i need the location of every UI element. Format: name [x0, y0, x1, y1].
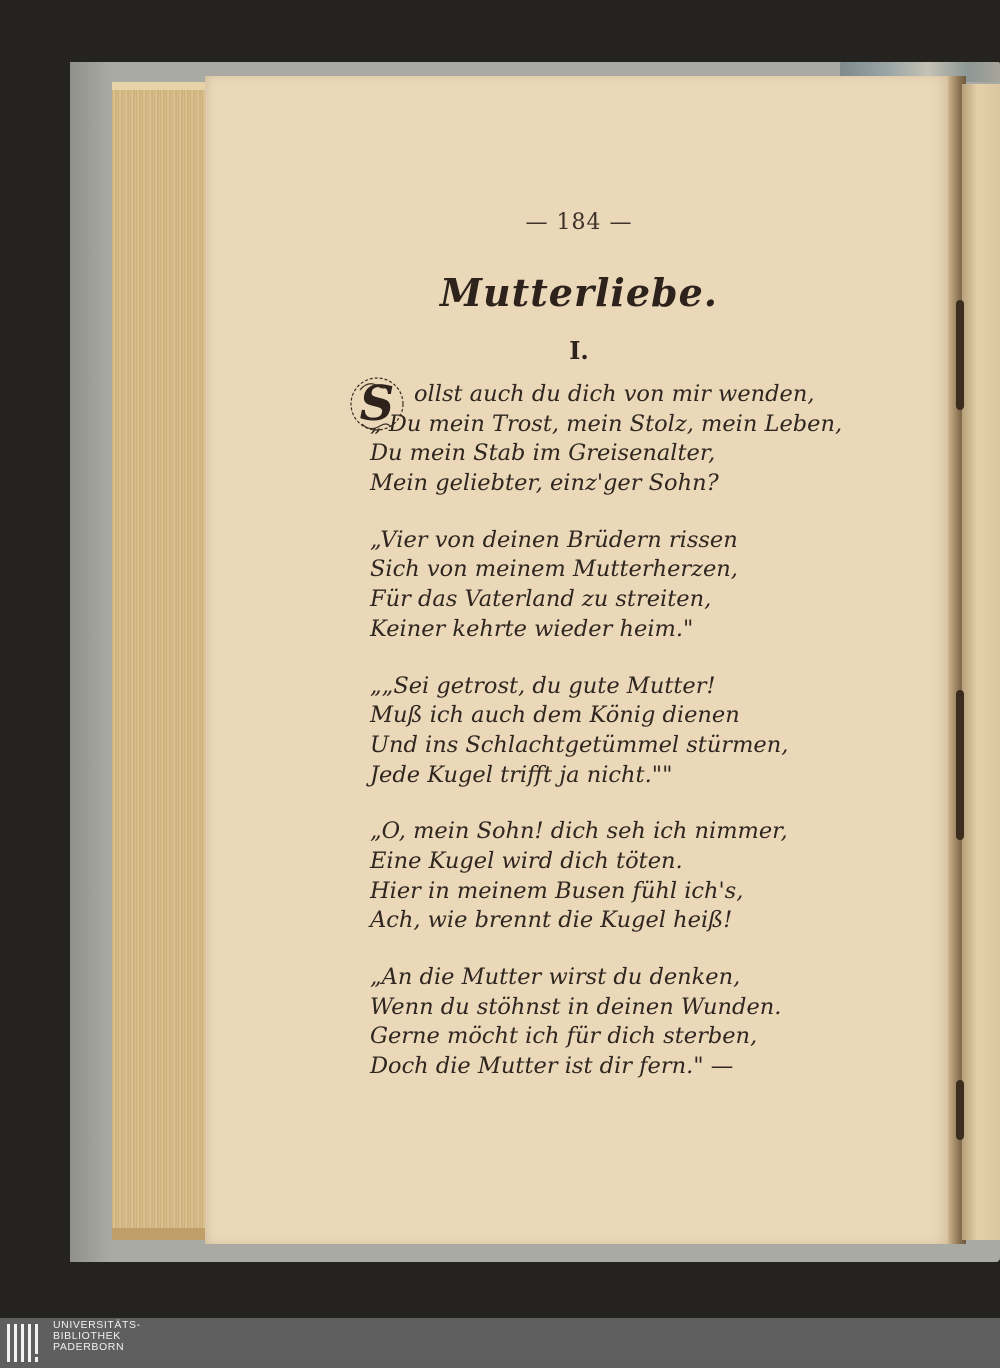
poem-line — [370, 410, 930, 440]
poem-line: Jede Kugel trifft ja nicht."" — [370, 761, 673, 788]
library-footer — [0, 1318, 1000, 1368]
poem-line: „„Sei getrost, du gute Mutter! — [370, 672, 716, 699]
poem-line: „An die Mutter wirst du denken, — [370, 964, 741, 990]
poem-line: Doch die Mutter ist dir fern." — — [370, 1053, 734, 1080]
ornamental-dropcap-icon — [350, 372, 404, 436]
stanza — [370, 672, 930, 791]
poem-line: Ach, wie brennt die Kugel heiß! — [370, 907, 733, 934]
poem-line-text: „ Du mein Trost, mein Stolz, mein Leben, — [370, 410, 843, 437]
library-logo-icon — [6, 1322, 48, 1364]
binding-mark — [956, 300, 964, 410]
logo-line: BIBLIOTHEK — [53, 1330, 121, 1342]
page-block-top — [112, 82, 214, 90]
stanza — [359, 376, 930, 499]
page-block-edges — [112, 82, 214, 1238]
stanza — [370, 526, 930, 645]
page-block-bottom — [112, 1228, 214, 1240]
poem-line: Gerne möcht ich für dich sterben, — [370, 1023, 758, 1050]
poem-title: Mutterliebe. — [439, 270, 719, 315]
poem-line: Eine Kugel wird dich töten. — [370, 847, 683, 874]
poem-line-text: ollst auch du dich von mir wenden, — [414, 381, 815, 407]
binding-mark — [956, 690, 964, 840]
poem-line: Keiner kehrte wieder heim." — [370, 615, 694, 642]
poem-line: Du mein Stab im Greisenalter, — [370, 440, 716, 467]
poem-line: Muß ich auch dem König dienen — [370, 702, 740, 729]
poem-line: Wenn du stöhnst in deinen Wunden. — [370, 993, 782, 1020]
poem-line: Hier in meinem Busen fühl ich's, — [370, 877, 744, 904]
binding-mark — [956, 1080, 964, 1140]
poem-line: Für das Vaterland zu streiten, — [370, 586, 712, 613]
section-numeral: I. — [569, 336, 589, 365]
svg-text:S: S — [359, 376, 395, 432]
poem-line: Sich von meinem Mutterherzen, — [370, 556, 738, 583]
stanza — [370, 817, 930, 936]
facing-page-edge — [962, 84, 1000, 1240]
poem-body — [359, 376, 930, 1109]
logo-line: PADERBORN — [53, 1341, 125, 1353]
poem-line: Und ins Schlachtgetümmel stürmen, — [370, 731, 789, 758]
poem-line: Mein geliebter, einz'ger Sohn? — [370, 470, 719, 497]
poem-line: „Vier von deinen Brüdern rissen — [370, 526, 738, 553]
stanza — [370, 963, 930, 1082]
library-logo-text — [53, 1320, 141, 1353]
poem-line: „O, mein Sohn! dich seh ich nimmer, — [370, 818, 788, 845]
cover-shade — [70, 62, 110, 1262]
page-number: — 184 — — [525, 210, 633, 235]
logo-line: UNIVERSITÄTS- — [53, 1319, 141, 1331]
